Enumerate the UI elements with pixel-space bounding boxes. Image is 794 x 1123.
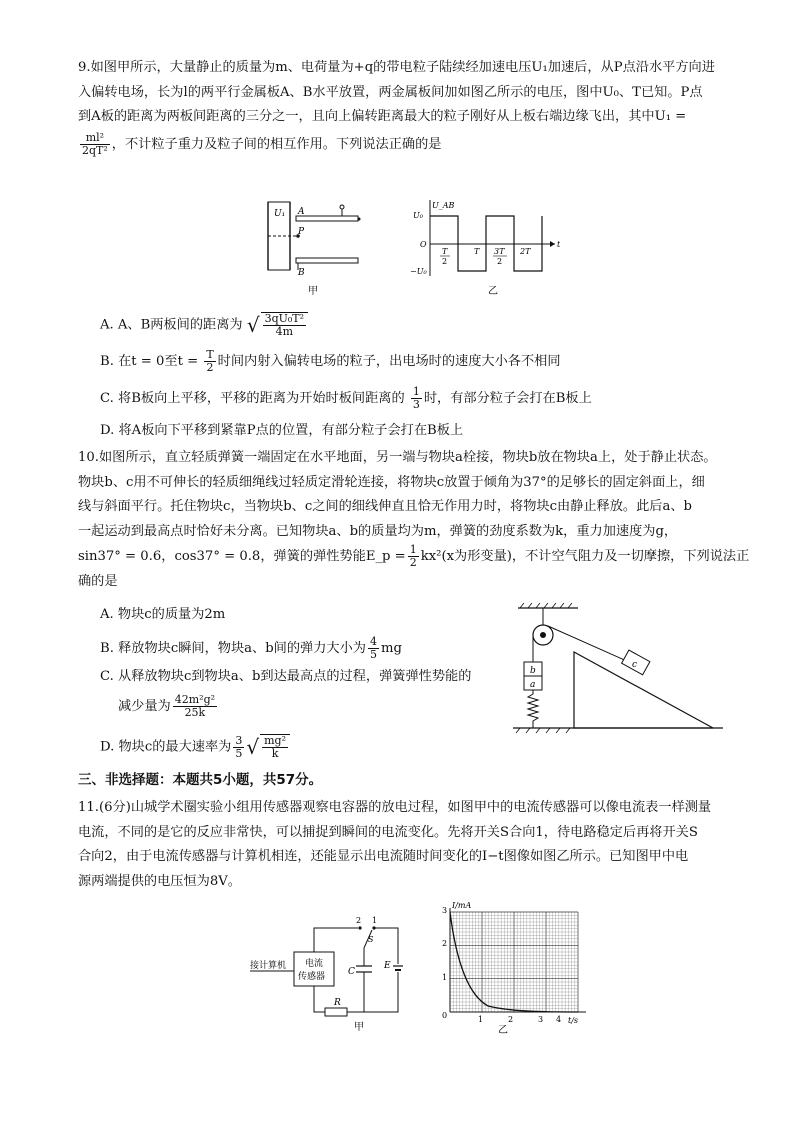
svg-text:C: C — [348, 967, 355, 977]
figure-q9-jia — [262, 196, 372, 301]
svg-text:T: T — [442, 247, 448, 256]
svg-text:B: B — [298, 268, 305, 278]
question-text: ，不计粒子重力及粒子间的相互作用。下列说法正确的是 — [111, 136, 442, 152]
spring — [528, 690, 538, 728]
figure-q9-yi — [410, 196, 560, 301]
figure-q11-graph — [428, 900, 593, 1035]
question-text: 到A板的距离为两板间距离的三分之一，且向上偏转距离最大的粒子刚好从上板右端边缘飞出，其中U₁ = — [78, 109, 687, 124]
svg-text:U_AB: U_AB — [432, 201, 455, 210]
svg-text:1: 1 — [372, 916, 378, 925]
svg-text:2T: 2T — [520, 247, 531, 256]
question-number: 9. — [78, 60, 91, 75]
svg-text:2: 2 — [356, 916, 362, 925]
svg-text:b: b — [530, 666, 536, 676]
question-9 — [78, 56, 768, 157]
question-number: 10. — [78, 450, 99, 465]
svg-text:2: 2 — [497, 257, 503, 266]
question-11: 11.(6分)山城学术圈实验小组用传感器观察电容器的放电过程，如图甲中的电流传感器可以像电流表一样测量 电流，不同的是它的反应非常快，可以捕捉到瞬间的电流变化。先将开关S合向1，待电路稳定后再将开关S 合向2，由于电流传感器与计算机相连，还能显示出电流随时间变化的I−t图像如图乙所示。已知图甲中电 源两端提供的电压恒为8V。 — [78, 800, 712, 889]
svg-text:P: P — [298, 227, 305, 237]
option-d: D. 物块c的最大速率为 $\frac{3}{5}$ √ $\frac{\text{mg²}}{k}$ — [100, 734, 760, 760]
label-u1: U₁ — [274, 209, 286, 219]
figure-caption: 甲 — [354, 1022, 364, 1033]
grid — [450, 912, 578, 1012]
svg-text:S: S — [368, 935, 374, 944]
svg-text:E: E — [384, 961, 391, 971]
svg-text:传感器: 传感器 — [298, 972, 326, 982]
svg-text:U₀: U₀ — [413, 211, 423, 220]
plate-b — [296, 258, 358, 263]
figure-caption: 甲 — [308, 286, 318, 297]
svg-text:3T: 3T — [494, 247, 505, 256]
section-heading: 三、非选择题：本题共5小题，共57分。 — [78, 772, 323, 788]
option-a: A. 物块c的质量为2m — [100, 607, 226, 622]
svg-text:电流: 电流 — [305, 959, 324, 969]
x-tick: 1 — [478, 1015, 484, 1024]
x-tick: 3 — [538, 1015, 544, 1024]
svg-text:R: R — [334, 998, 341, 1008]
question-10: 10.如图所示，直立轻质弹簧一端固定在水平地面，另一端与物块a栓接，物块b放在物块a上，处于静止状态。 物块b、c用不可伸长的轻质细绳线过轻质定滑轮连接，将物块c放置于倾角为37°的足够长的固定斜面上，细 线与斜面平行。托住物块c，当物块b、c之间的细线伸直且恰无作用力时，将物块c由静止释放。此后a、b 一起运动到最高点时恰好未分离。已知物块a、b的质量均为m，弹簧的劲度系数为k，重力加速度为g， sin37° = 0.6，cos37° = 0.8，弹簧的弹性势能E_p = $\frac{1}{2}$ kx²(x为形变量)，不计空气阻力及一切摩擦，下列说法正 确的是 — [78, 450, 750, 589]
svg-text:A: A — [298, 207, 305, 217]
plate-a — [296, 216, 358, 221]
x-tick: 2 — [508, 1015, 514, 1024]
resistor — [325, 1008, 347, 1016]
svg-text:a: a — [530, 680, 536, 690]
svg-text:I/mA: I/mA — [452, 901, 472, 910]
svg-text:t/s: t/s — [568, 1016, 579, 1025]
svg-text:0: 0 — [442, 1011, 448, 1020]
question-text: 入偏转电场，长为l的两平行金属板A、B水平放置，两金属板间加如图乙所示的电压，图中U₀、T已知。P点 — [78, 84, 703, 100]
option-d: D. 将A板向下平移到紧靠P点的位置，有部分粒子会打在B板上 — [100, 423, 464, 438]
svg-text:−U₀: −U₀ — [410, 267, 427, 276]
x-tick: 4 — [556, 1015, 562, 1024]
y-tick: 2 — [442, 939, 448, 948]
option-b: B. 在t = 0至t = $\frac{T}{2}$ 时间内射入偏转电场的粒子，出电场时的速度大小各不相同 — [100, 348, 561, 374]
option-c: C. 将B板向上平移，平移的距离为开始时板间距离的 $\frac{1}{3}$ 时，有部分粒子会打在B板上 — [100, 385, 592, 411]
y-tick: 1 — [442, 973, 448, 982]
figure-caption: 乙 — [498, 1025, 508, 1035]
question-number: 11. — [78, 800, 99, 815]
figure-caption: 乙 — [488, 286, 498, 297]
svg-text:2: 2 — [442, 257, 448, 266]
svg-text:接计算机: 接计算机 — [250, 961, 287, 971]
option-b: B. 释放物块c瞬间，物块a、b间的弹力大小为 $\frac{4}{5}$ mg — [100, 635, 402, 661]
y-tick: 3 — [442, 906, 448, 915]
svg-text:O: O — [420, 240, 427, 249]
figure-q11-circuit — [250, 912, 410, 1037]
option-c: C. 从释放物块c到物块a、b到达最高点的过程，弹簧弹性势能的 — [100, 669, 472, 684]
fraction-u1: $\frac{\text{ml²}}{\text{2qT²}}$ — [82, 130, 108, 157]
svg-text:c: c — [632, 660, 638, 670]
svg-text:T: T — [474, 247, 480, 256]
question-text: 如图甲所示，大量静止的质量为m、电荷量为+q的带电粒子陆续经加速电压U₁加速后，从P点沿水平方向进 — [90, 60, 715, 75]
option-c-cont: 减少量为 $\frac{\text{42m²g²}}{25k}$ — [118, 693, 216, 719]
svg-text:t: t — [557, 240, 560, 249]
figure-q10 — [508, 600, 733, 740]
option-a: A. A、B两板间的距离为 √ $\frac{\text{3qU₀T²}}{4m}$ — [100, 312, 760, 338]
